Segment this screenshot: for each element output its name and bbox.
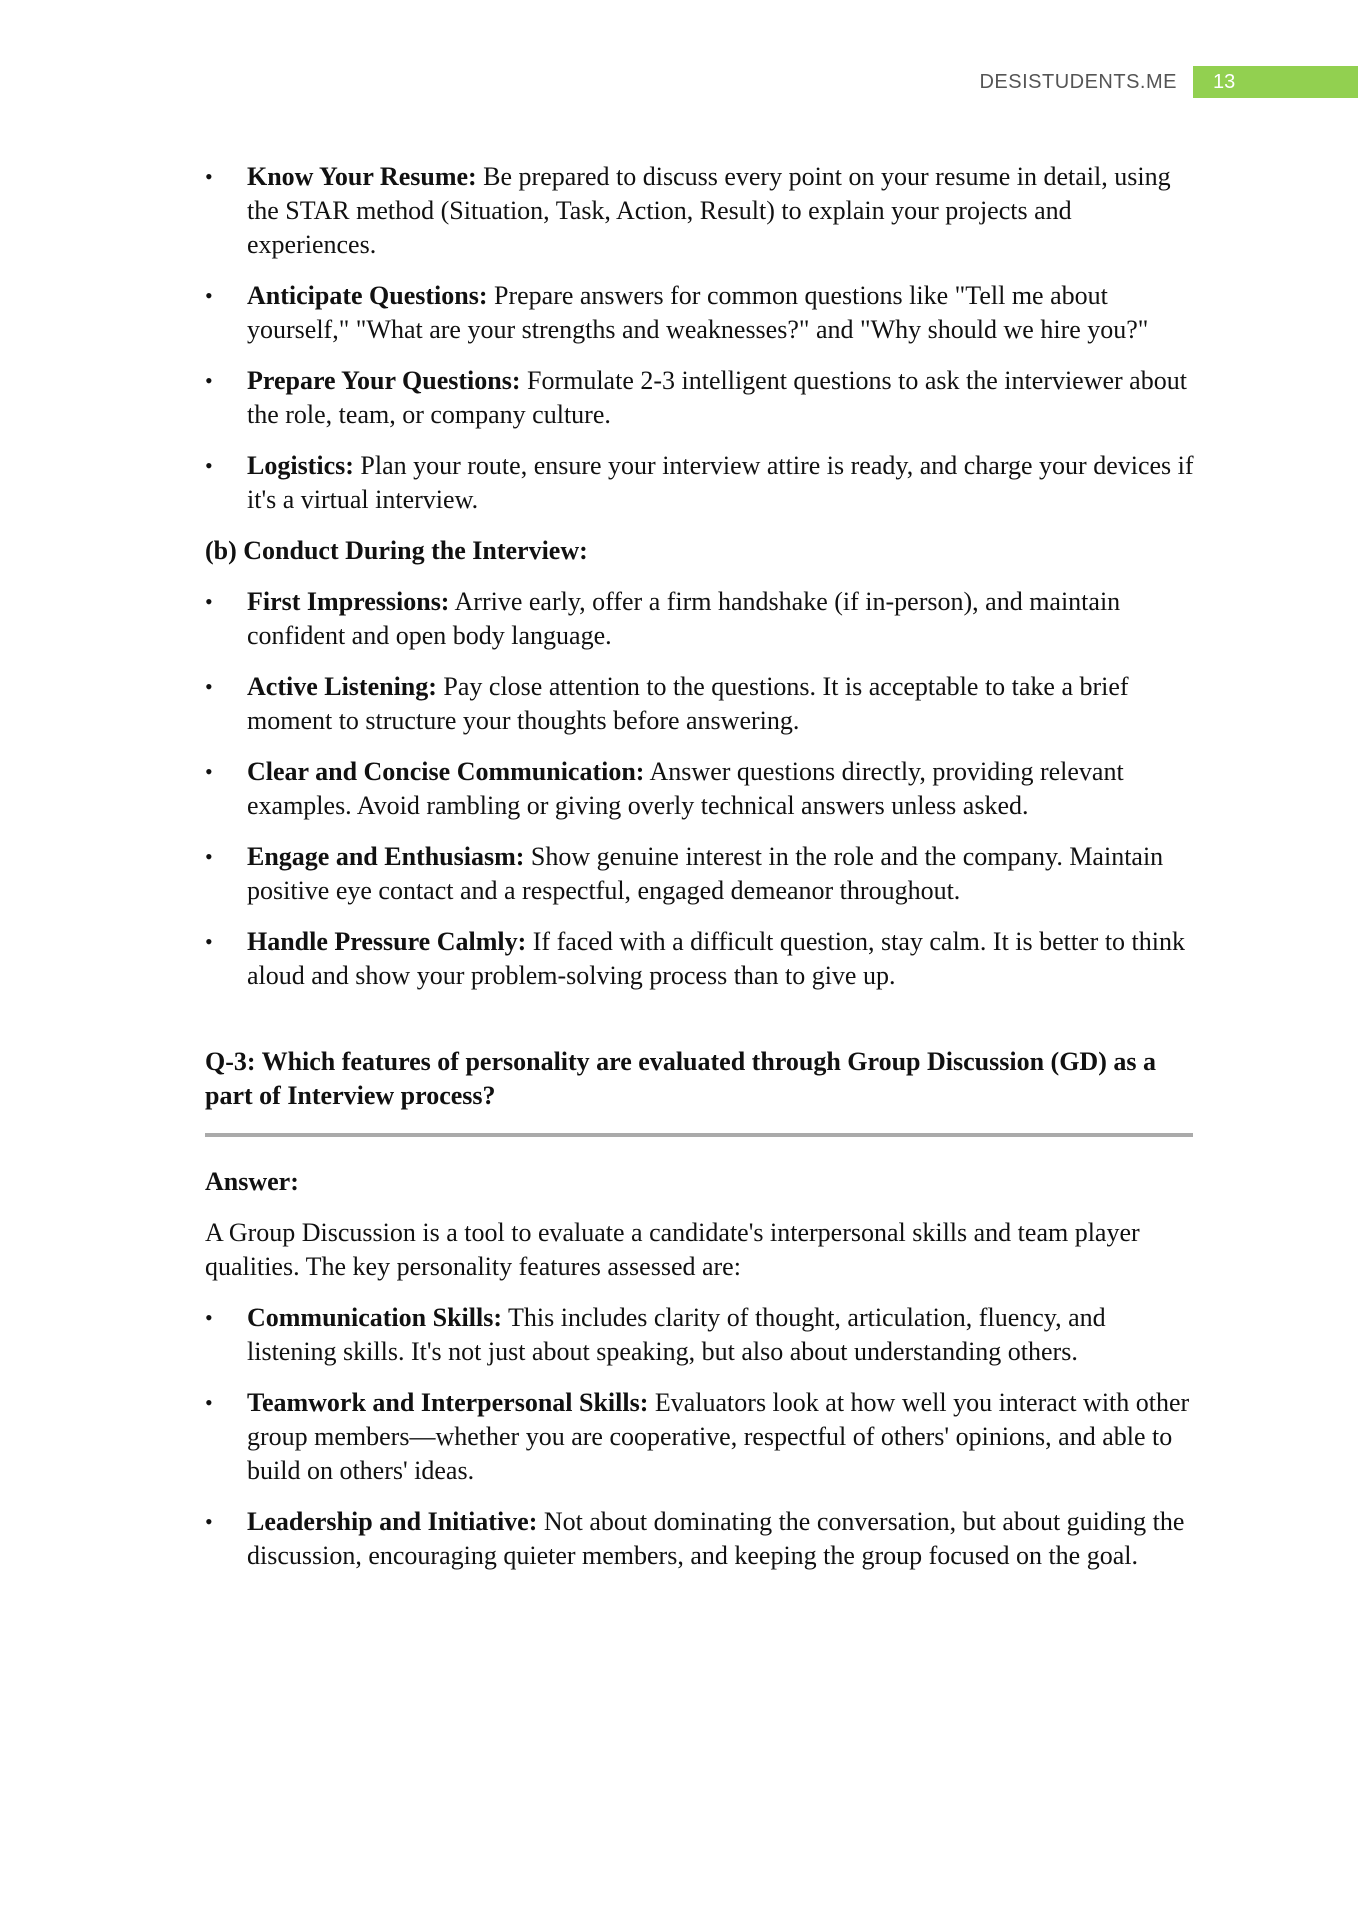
site-name: DESISTUDENTS.ME <box>979 70 1177 93</box>
section-b-heading: (b) Conduct During the Interview: <box>205 536 588 565</box>
answer-label: Answer: <box>205 1167 299 1196</box>
divider <box>205 1133 1193 1137</box>
bullet-icon: • <box>205 164 213 189</box>
list-item: • Handle Pressure Calmly: If faced with a difficult question, stay calm. It is better to think aloud and show your problem-solving process than to give up. <box>205 927 1185 990</box>
list-item: • Active Listening: Pay close attention to the questions. It is acceptable to take a brief moment to structure your thoughts before answering. <box>205 672 1129 735</box>
answer-intro: A Group Discussion is a tool to evaluate a candidate's interpersonal skills and team player qualities. The key personality features assessed are: <box>205 1218 1140 1281</box>
list-item: • First Impressions: Arrive early, offer a firm handshake (if in-person), and maintain confident and open body language. <box>205 587 1121 650</box>
list-item: • Engage and Enthusiasm: Show genuine interest in the role and the company. Maintain positive eye contact and a respectful, engaged demeanor throughout. <box>205 842 1164 905</box>
bullet-icon: • <box>205 674 213 699</box>
bullet-icon: • <box>205 453 213 478</box>
bullet-icon: • <box>205 589 213 614</box>
preparation-list <box>205 160 1195 517</box>
list-item: • Know Your Resume: Be prepared to discuss every point on your resume in detail, using the STAR method (Situation, Task, Action, Result) to explain your projects and experiences. <box>205 162 1171 259</box>
list-item: • Clear and Concise Communication: Answer questions directly, providing relevant examples. Avoid rambling or giving overly technical answers unless asked. <box>205 757 1124 820</box>
gd-features-list <box>205 1301 1195 1573</box>
conduct-list <box>205 585 1195 993</box>
list-item: • Prepare Your Questions: Formulate 2-3 intelligent questions to ask the interviewer about the role, team, or company culture. <box>205 366 1187 429</box>
question-heading: Q-3: Which features of personality are evaluated through Group Discussion (GD) as a part of Interview process? <box>205 1047 1156 1110</box>
bullet-icon: • <box>205 759 213 784</box>
bullet-icon: • <box>205 283 213 308</box>
bullet-icon: • <box>205 1509 213 1534</box>
list-item: • Logistics: Plan your route, ensure your interview attire is ready, and charge your devices if it's a virtual interview. <box>205 451 1194 514</box>
page-number: 13 <box>1193 66 1358 98</box>
page-header <box>979 66 1358 98</box>
bullet-icon: • <box>205 1305 213 1330</box>
list-item: • Communication Skills: This includes clarity of thought, articulation, fluency, and listening skills. It's not just about speaking, but also about understanding others. <box>205 1303 1106 1366</box>
bullet-icon: • <box>205 368 213 393</box>
bullet-icon: • <box>205 929 213 954</box>
bullet-icon: • <box>205 1390 213 1415</box>
list-item: • Leadership and Initiative: Not about dominating the conversation, but about guiding the discussion, encouraging quieter members, and keeping the group focused on the goal. <box>205 1507 1185 1570</box>
bullet-icon: • <box>205 844 213 869</box>
list-item: • Anticipate Questions: Prepare answers for common questions like "Tell me about yourself," "What are your strengths and weaknesses?" and "Why should we hire you?" <box>205 281 1149 344</box>
list-item: • Teamwork and Interpersonal Skills: Evaluators look at how well you interact with other group members—whether you are cooperative, respectful of others' opinions, and able to build on others' ideas. <box>205 1388 1190 1485</box>
page-content <box>205 160 1195 1590</box>
